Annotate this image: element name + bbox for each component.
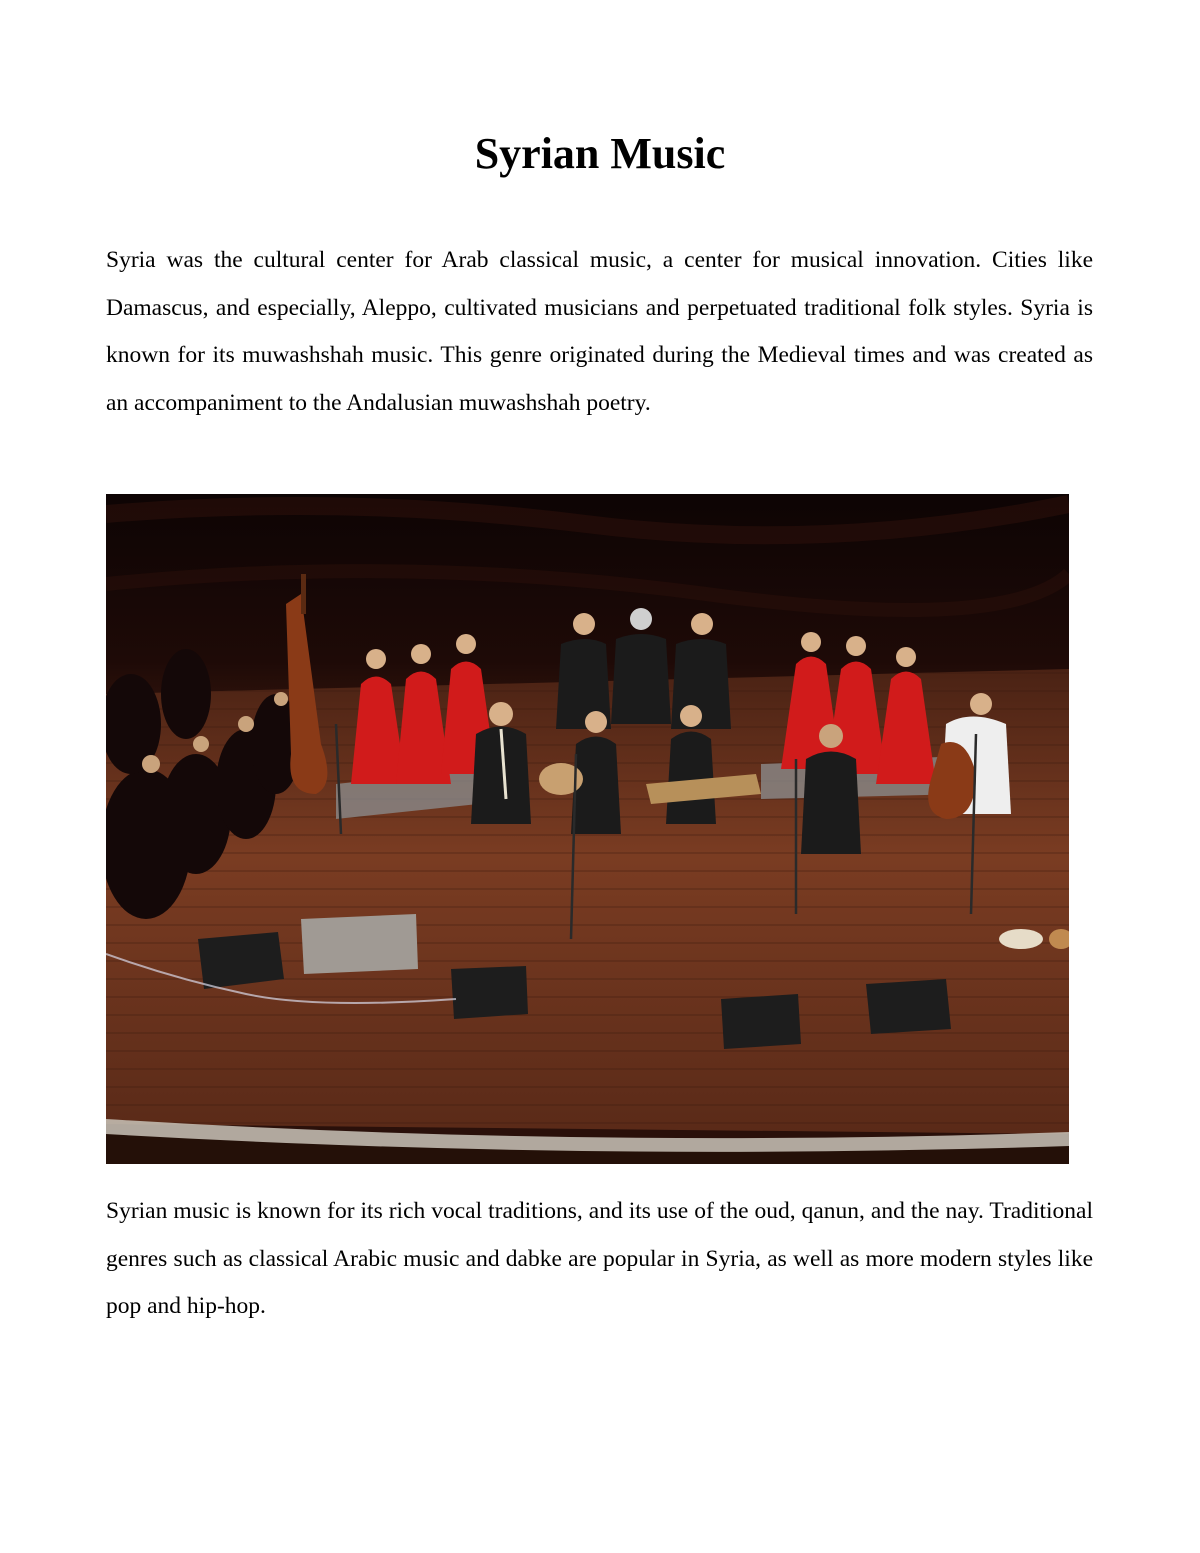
ensemble-photo-drawing (106, 494, 1069, 1164)
closing-paragraph: Syrian music is known for its rich vocal traditions, and its use of the oud, qanun, and the nay. Traditional genres such as classical Arabic music and dabke are popular in Syria, as well as more modern styles like pop and hip-hop. (106, 1198, 1093, 1319)
page-title: Syrian Music (474, 129, 726, 178)
intro-paragraph: Syria was the cultural center for Arab classical music, a center for musical innovation. Cities like Damascus, and especially, Aleppo, cultivated musicians and perpetuated traditional folk styles. Syria is known for its muwashshah music. This genre originated during the Medieval times and was created as an accompaniment to the Andalusian muwashshah poetry. (106, 247, 1093, 416)
chorus-men (556, 608, 731, 729)
ensemble-photo (106, 494, 1069, 1164)
